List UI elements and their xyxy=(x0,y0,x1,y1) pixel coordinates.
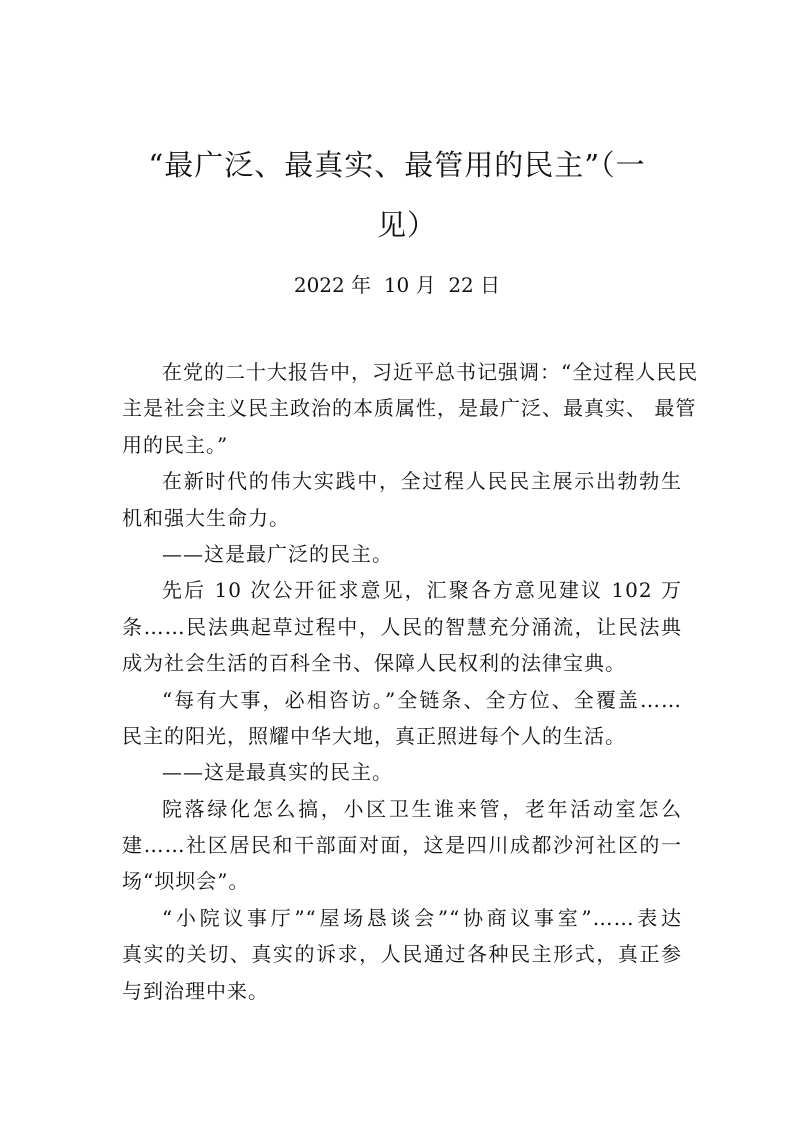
paragraph-line: ——这是最广泛的民主。 xyxy=(162,541,393,566)
paragraph-line: 机和强大生命力。 xyxy=(122,505,290,530)
document-date: 2022 年 10 月 22 日 xyxy=(293,273,501,297)
paragraph-line: 条……民法典起草过程中，人民的智慧充分涌流，让民法典 xyxy=(122,614,682,639)
paragraph-line: 场“坝坝会”。 xyxy=(122,869,250,894)
paragraph-line: 真实的关切、真实的诉求，人民通过各种民主形式，真正参 xyxy=(122,942,682,967)
paragraph-line: 在党的二十大报告中，习近平总书记强调：“全过程人民民 xyxy=(162,360,699,384)
paragraph-line: 院落绿化怎么搞，小区卫生谁来管，老年活动室怎么 xyxy=(162,796,682,821)
paragraph-2 xyxy=(122,463,682,536)
paragraph-line: 先后 10 次公开征求意见，汇聚各方意见建议 102 万 xyxy=(162,578,682,603)
document-title-line-1: “最广泛、最真实、最管用的民主”（一 xyxy=(148,148,646,182)
document-title-line-2: 见） xyxy=(376,208,437,242)
paragraph-line: “每有大事，必相咨访。”全链条、全方位、全覆盖…… xyxy=(162,687,682,712)
paragraph-line: 成为社会生活的百科全书、保障人民权利的法律宝典。 xyxy=(122,651,626,676)
paragraph-line: ——这是最真实的民主。 xyxy=(162,760,393,785)
paragraph-3 xyxy=(122,536,682,572)
paragraph-line: 与到治理中来。 xyxy=(122,978,269,1003)
paragraph-line: 主是社会主义民主政治的本质属性，是最广泛、最真实、 最管 xyxy=(122,396,697,421)
paragraph-line: 建……社区居民和干部面对面，这是四川成都沙河社区的一 xyxy=(122,833,682,858)
paragraph-line: “小院议事厅”“屋场恳谈会”“协商议事室”……表达 xyxy=(162,905,682,930)
paragraph-line: 用的民主。” xyxy=(122,432,229,457)
paragraph-7 xyxy=(122,791,682,900)
paragraph-line: 在新时代的伟大实践中，全过程人民民主展示出勃勃生 xyxy=(162,469,682,494)
paragraph-5 xyxy=(122,682,682,755)
paragraph-4 xyxy=(122,572,682,681)
paragraph-6 xyxy=(122,754,682,790)
paragraph-1 xyxy=(122,354,699,463)
document-body xyxy=(122,354,699,1009)
paragraph-line: 民主的阳光，照耀中华大地，真正照进每个人的生活。 xyxy=(122,723,626,748)
paragraph-8 xyxy=(122,900,682,1009)
